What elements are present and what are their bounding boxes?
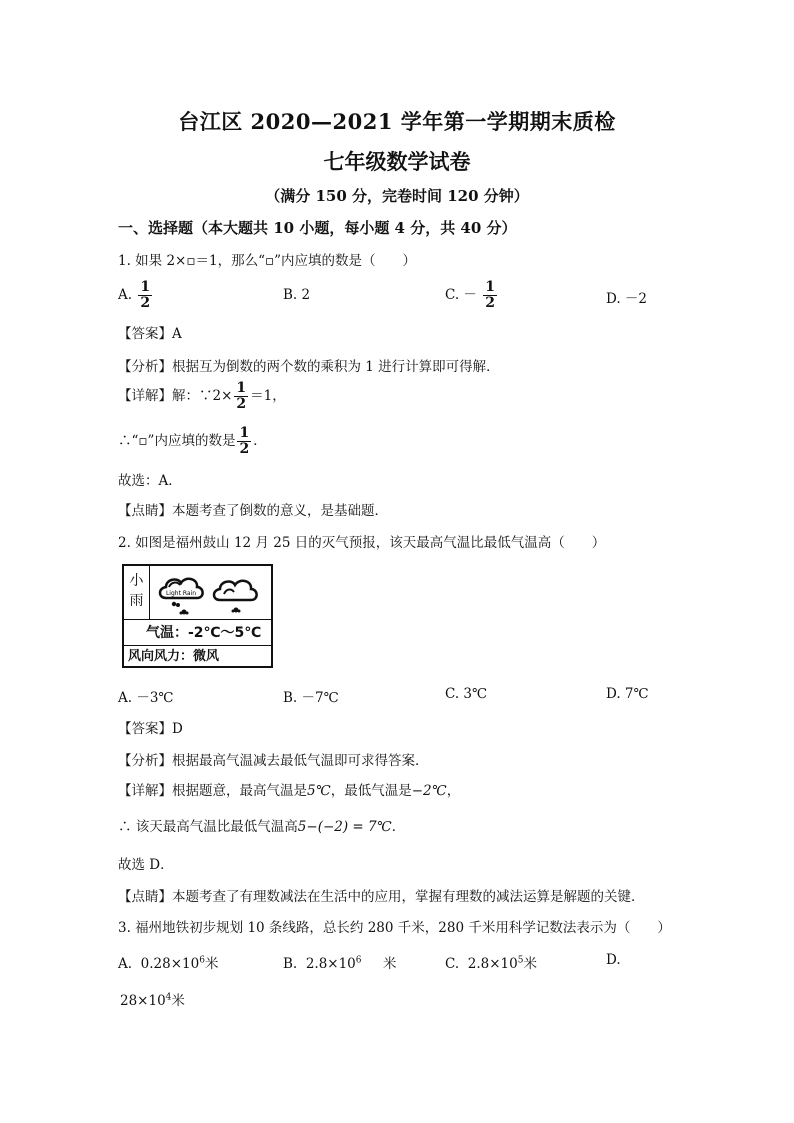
q1-option-d: D. －2 xyxy=(606,291,648,307)
q1-therefore: ∴“▫”内应填的数是 $\frac{1}{2}$ ． xyxy=(118,425,267,457)
q2-stem: 2. 如图是福州鼓山 12 月 25 日的灭气预报，该天最高气温比最低气温高（ ） xyxy=(118,535,606,551)
fraction: $\frac{1}{2}$ xyxy=(485,279,495,311)
q1-option-c: C. － $\frac{1}{2}$ xyxy=(445,279,495,311)
q2-detail: 【详解】根据题意，最高气温是5℃，最低气温是−2℃， xyxy=(118,783,461,799)
section-heading: 一、选择题（本大题共 10 小题，每小题 4 分，共 40 分） xyxy=(118,219,517,237)
q2-therefore: ∴ 该天最高气温比最低气温高5−(−2) = 7℃． xyxy=(118,819,406,835)
q3-option-c: C. $2.8\times 10^5$米 xyxy=(445,955,537,972)
exam-info: （满分 150 分，完卷时间 120 分钟） xyxy=(265,187,529,205)
q2-choose: 故选 D． xyxy=(118,857,174,873)
q3-stem: 3. 福州地铁初步规划 10 条线路，总长约 280 千米，280 千米用科学记数法表示为（ ） xyxy=(118,920,671,936)
fraction: $\frac{1}{2}$ xyxy=(140,279,151,311)
q3-option-a: A. $0.28\times 10^6$米 xyxy=(118,955,219,972)
q1-answer: 【答案】A xyxy=(118,326,182,342)
fraction: $\frac{1}{2}$ xyxy=(236,380,247,412)
q1-choose: 故选：A． xyxy=(118,473,182,489)
q2-analysis: 【分析】根据最高气温减去最低气温即可求得答案． xyxy=(118,753,429,769)
exam-subtitle: 七年级数学试卷 xyxy=(323,149,471,174)
weather-wind: 风向风力：微风 xyxy=(128,649,220,664)
q2-comment: 【点睛】本题考查了有理数减法在生活中的应用，掌握有理数的减法运算是解题的关键． xyxy=(118,889,645,905)
rain-cloud-icon xyxy=(154,568,270,618)
weather-icons-row xyxy=(124,566,271,620)
weather-forecast-box xyxy=(122,564,273,668)
q1-stem: 1. 如果 2×▫＝1，那么“▫”内应填的数是（ ） xyxy=(118,253,417,269)
q1-option-b: B. 2 xyxy=(283,287,311,303)
q2-option-a: A. －3℃ xyxy=(118,690,174,706)
q1-analysis: 【分析】根据互为倒数的两个数的乘积为 1 进行计算即可得解． xyxy=(118,359,500,375)
q2-answer: 【答案】D xyxy=(118,721,183,737)
q1-option-a: A. $\frac{1}{2}$ xyxy=(118,279,151,311)
weather-temperature: 气温：-2℃～5℃ xyxy=(124,620,271,646)
svg-text:Light Rain: Light Rain xyxy=(165,590,197,597)
q2-option-b: B. －7℃ xyxy=(283,690,339,706)
q3-option-d-label: D. xyxy=(606,952,621,968)
fraction: $\frac{1}{2}$ xyxy=(239,425,250,457)
weather-label: 小 雨 xyxy=(124,566,150,619)
exam-title: 台江区 2020—2021 学年第一学期期末质检 xyxy=(178,109,616,134)
q2-option-c: C. 3℃ xyxy=(445,686,488,702)
q2-option-d: D. 7℃ xyxy=(606,686,649,702)
q1-comment: 【点睛】本题考查了倒数的意义，是基础题． xyxy=(118,503,388,519)
q1-detail: 【详解】解：∵2× $\frac{1}{2}$ ＝1， xyxy=(118,380,286,412)
q3-option-d: $28\times 10^4$米 xyxy=(120,992,185,1009)
q3-option-b: B. $2.8\times 10^6$ 米 xyxy=(283,955,397,972)
